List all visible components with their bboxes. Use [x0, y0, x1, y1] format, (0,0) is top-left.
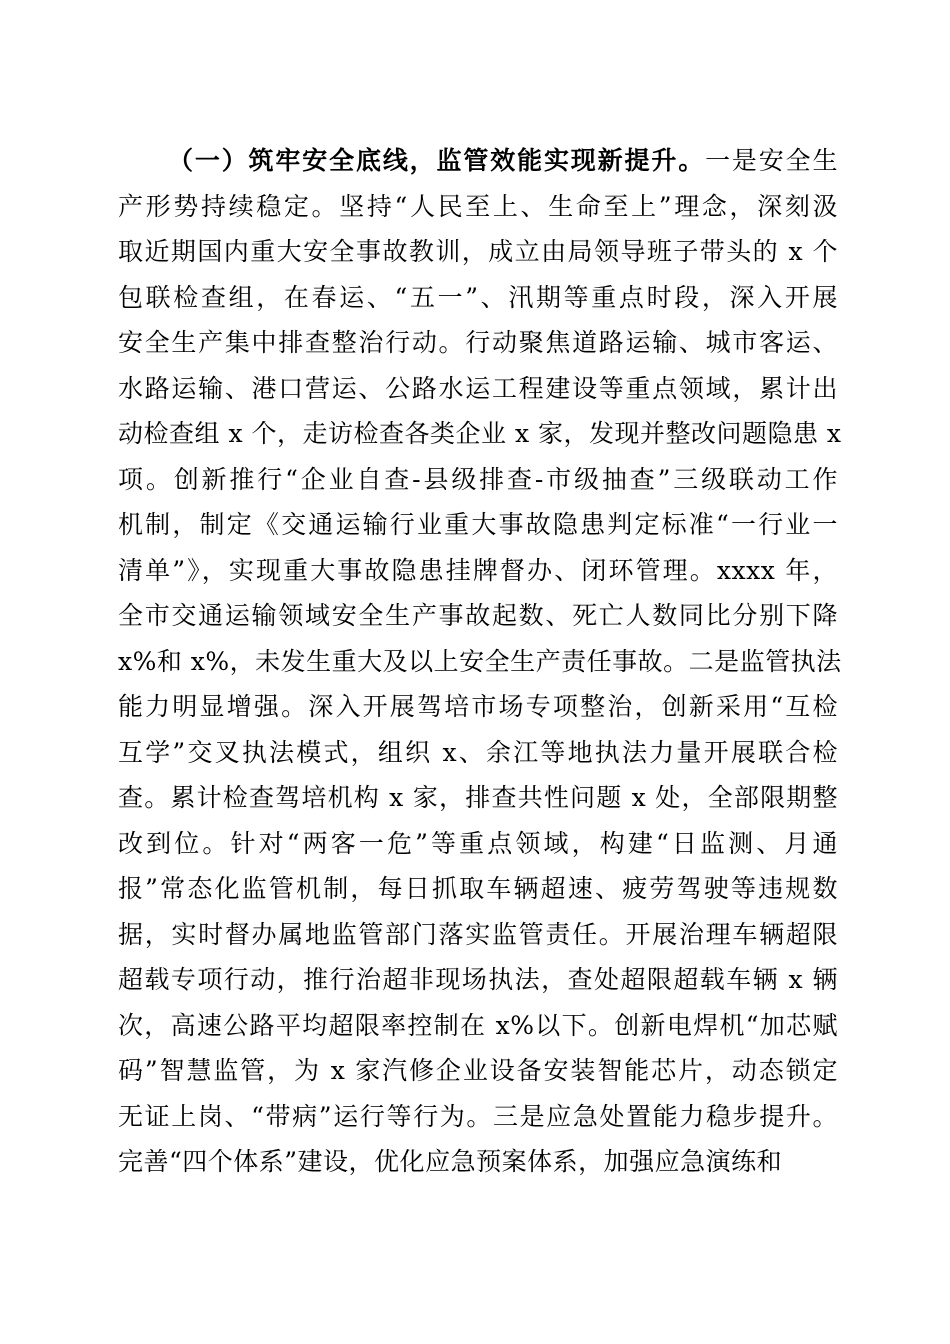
body-paragraph: [118, 138, 842, 1185]
paragraph-line: 报”常态化监管机制，每日抓取车辆超速、疲劳驾驶等违规数: [118, 874, 838, 903]
paragraph-line: 包联检查组，在春运、“五一”、汛期等重点时段，深入开展: [118, 282, 838, 312]
paragraph-line-1: [118, 138, 838, 184]
paragraph-line: x%和 x%，未发生重大及以上安全生产责任事故。二是监管执法: [118, 646, 842, 676]
paragraph-line: 动检查组 x 个，走访检查各类企业 x 家，发现并整改问题隐患 x: [118, 419, 842, 448]
paragraph-line: 机制，制定《交通运输行业重大事故隐患判定标准“一行业一: [118, 510, 838, 539]
paragraph-line: 次，高速公路平均超限率控制在 x%以下。创新电焊机“加芯赋: [118, 1010, 838, 1040]
paragraph-line: 能力明显增强。深入开展驾培市场专项整治，创新采用“互检: [118, 692, 838, 721]
heading-line-text: 一是安全生: [705, 146, 838, 175]
paragraph-line: 改到位。针对“两客一危”等重点领域，构建“日监测、月通: [118, 828, 838, 858]
paragraph-line: 据，实时督办属地监管部门落实监管责任。开展治理车辆超限: [118, 919, 838, 949]
paragraph-line: 码”智慧监管，为 x 家汽修企业设备安装智能芯片，动态锁定: [118, 1056, 838, 1085]
paragraph-line: 水路运输、港口营运、公路水运工程建设等重点领域，累计出: [118, 373, 838, 403]
paragraph-line: 超载专项行动，推行治超非现场执法，查处超限超载车辆 x 辆: [118, 965, 838, 994]
paragraph-line: 安全生产集中排查整治行动。行动聚焦道路运输、城市客运、: [118, 328, 838, 357]
paragraph-line: 项。创新推行“企业自查-县级排查-市级抽查”三级联动工作: [118, 464, 838, 494]
paragraph-line: 取近期国内重大安全事故教训，成立由局领导班子带头的 x 个: [118, 237, 838, 266]
section-heading: （一）筑牢安全底线，监管效能实现新提升。: [168, 146, 706, 175]
paragraph-line: 互学”交叉执法模式，组织 x、余江等地执法力量开展联合检: [118, 737, 838, 767]
paragraph-line: 全市交通运输领域安全生产事故起数、死亡人数同比分别下降: [118, 601, 838, 630]
paragraph-line: 清单”》，实现重大事故隐患挂牌督办、闭环管理。xxxx 年，: [118, 555, 838, 585]
paragraph-line: 查。累计检查驾培机构 x 家，排查共性问题 x 处，全部限期整: [118, 783, 838, 812]
paragraph-line: 完善“四个体系”建设，优化应急预案体系，加强应急演练和: [118, 1147, 783, 1176]
paragraph-line: 产形势持续稳定。坚持“人民至上、生命至上”理念，深刻汲: [118, 191, 838, 221]
paragraph-line: 无证上岗、“带病”运行等行为。三是应急处置能力稳步提升。: [118, 1101, 838, 1131]
